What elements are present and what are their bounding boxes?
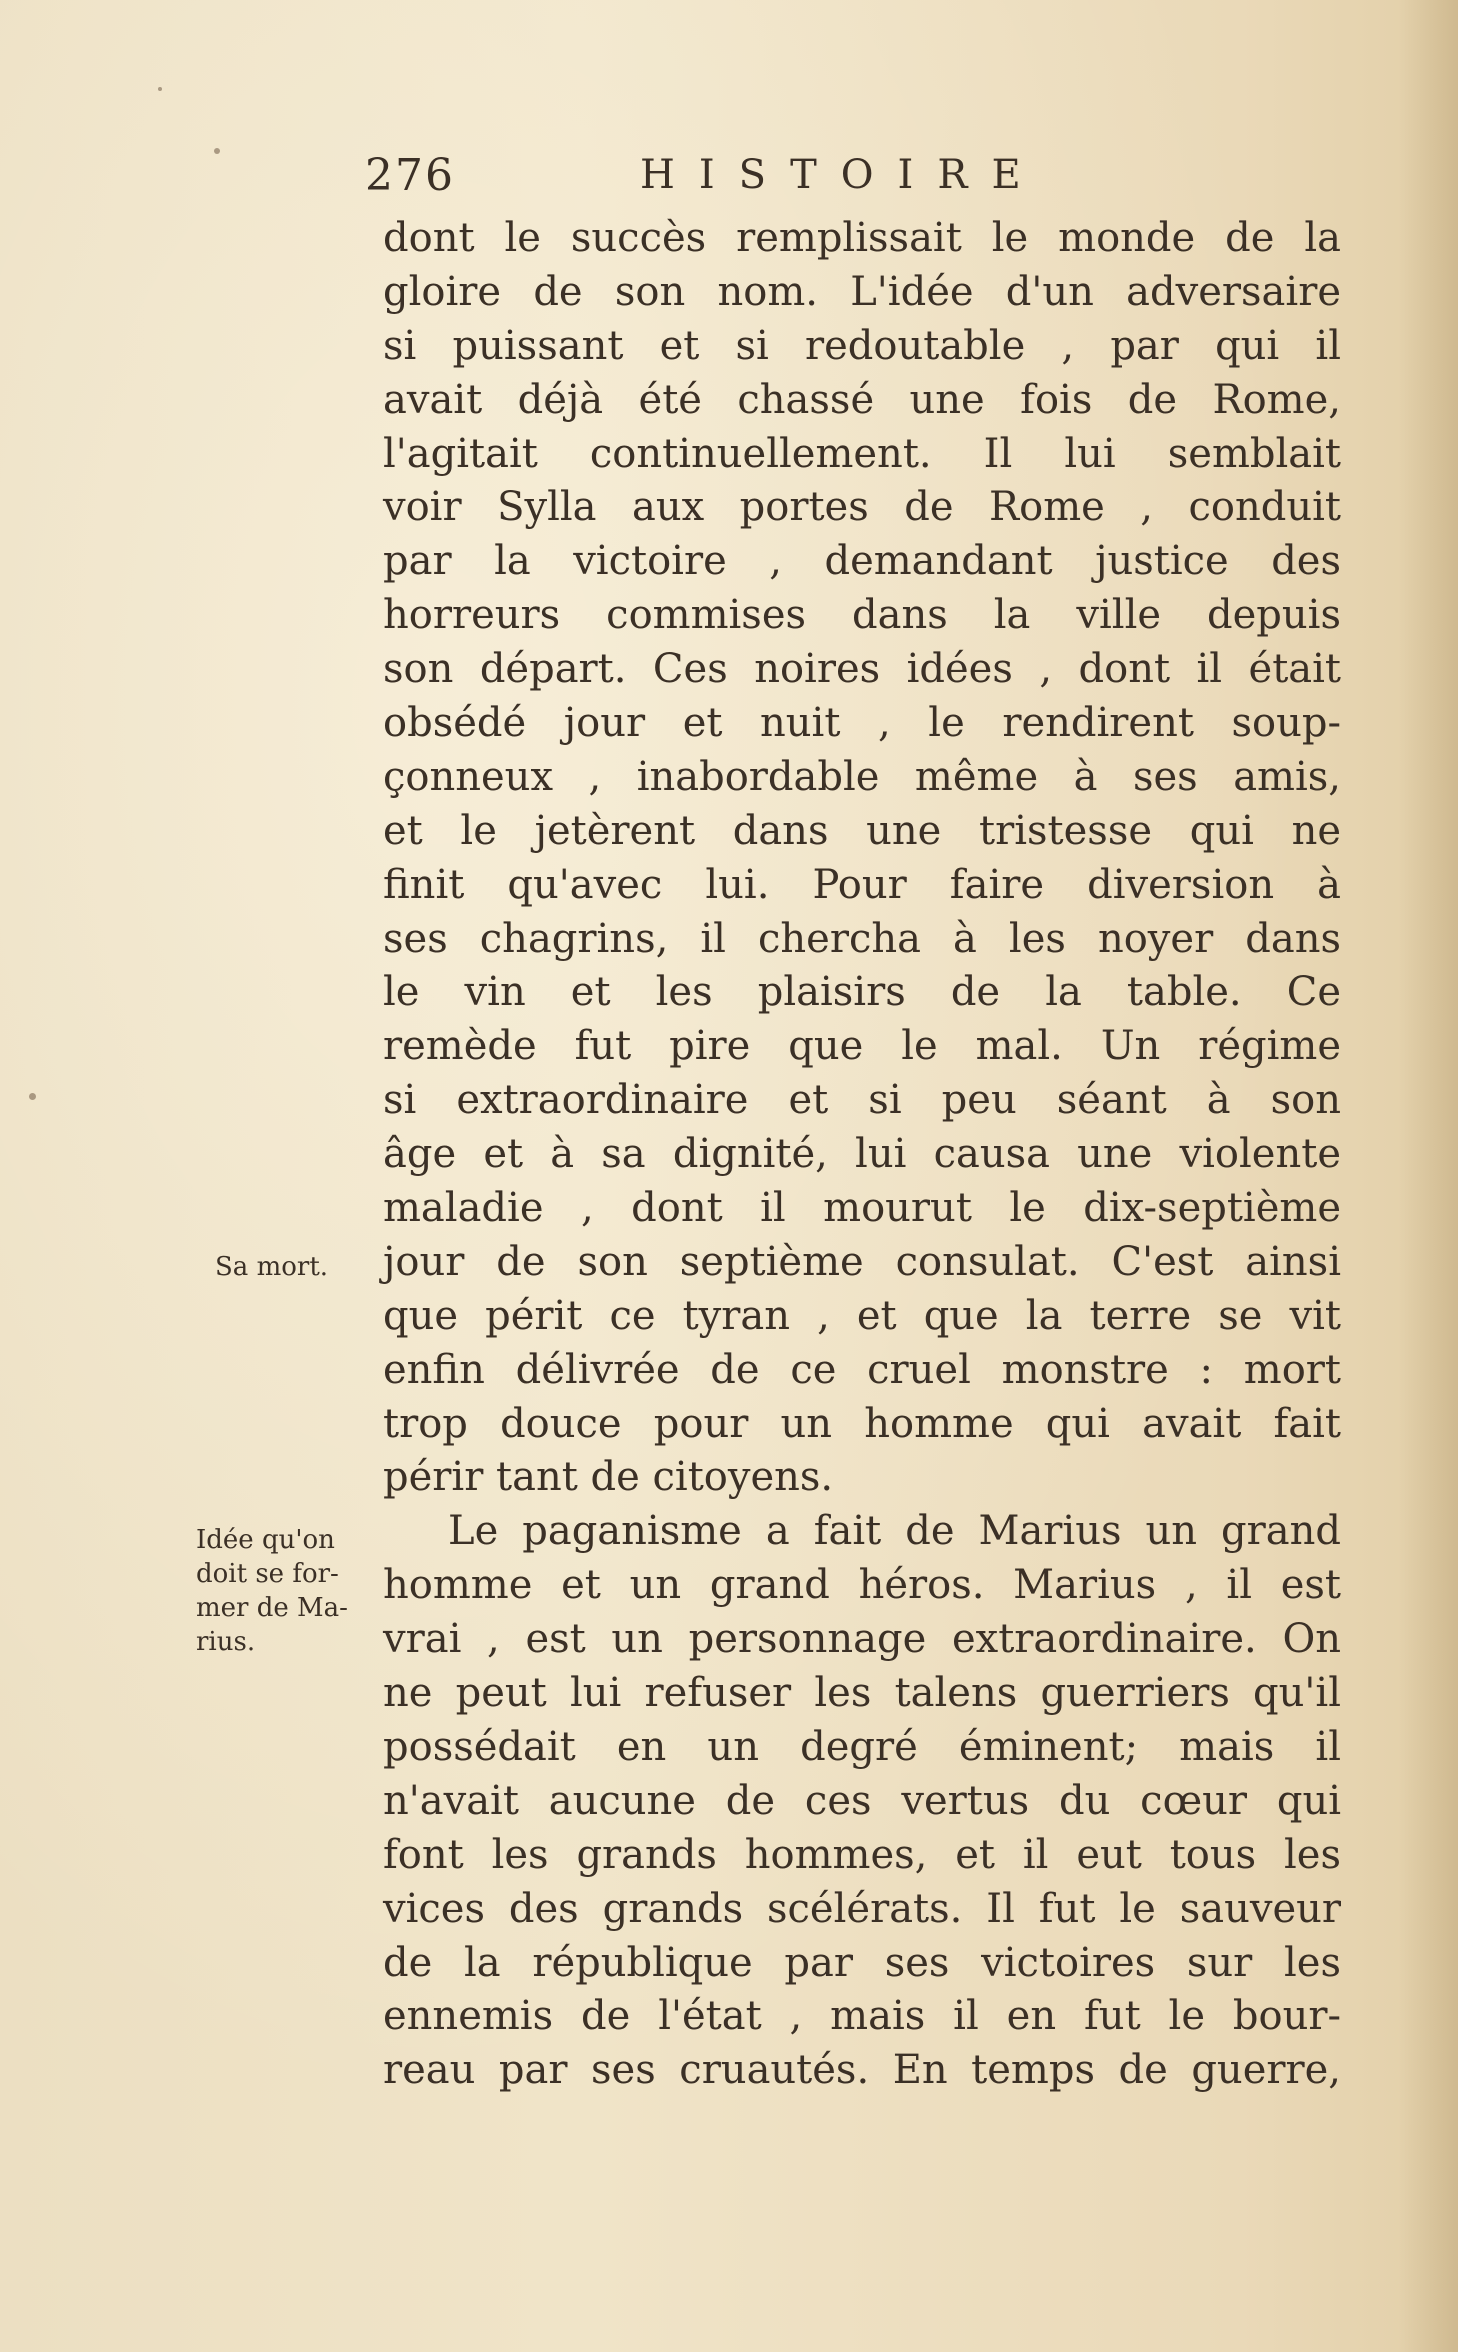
text-line: jour de son septième consulat. C'est ainsi — [383, 1238, 1341, 1285]
text-line: avait déjà été chassé une fois de Rome, — [383, 376, 1341, 423]
text-line: gloire de son nom. L'idée d'un adversaire — [383, 268, 1341, 315]
margin-note-idea — [196, 1523, 386, 1659]
ink-speck — [158, 87, 162, 91]
text-line: finit qu'avec lui. Pour faire diversion à — [383, 861, 1341, 908]
text-line: que périt ce tyran , et que la terre se vit — [383, 1292, 1341, 1339]
page-header — [365, 150, 1085, 210]
text-line: son départ. Ces noires idées , dont il était — [383, 646, 1341, 693]
margin-note-line: doit se for- — [196, 1559, 339, 1589]
body-text — [383, 212, 1341, 2098]
text-line: l'agitait continuellement. Il lui semblait — [383, 430, 1341, 477]
text-line: dont le succès remplissait le monde de la — [383, 215, 1341, 261]
page-number: 276 — [365, 150, 455, 201]
text-line: Le paganisme a fait de Marius un grand — [448, 1508, 1341, 1555]
text-line: de la république par ses victoires sur les — [383, 1939, 1341, 1986]
text-line: possédait en un degré éminent; mais il — [383, 1723, 1341, 1770]
text-line: ne peut lui refuser les talens guerriers qu'il — [383, 1670, 1341, 1717]
text-line: ennemis de l'état , mais il en fut le bour- — [383, 1993, 1341, 2040]
running-title: HISTOIRE — [640, 152, 1045, 198]
ink-speck — [214, 148, 220, 154]
margin-note-line: rius. — [196, 1627, 256, 1657]
text-line: trop douce pour un homme qui avait fait — [383, 1400, 1341, 1447]
text-line: vices des grands scélérats. Il fut le sauveur — [383, 1885, 1341, 1932]
text-line: si puissant et si redoutable , par qui il — [383, 322, 1341, 369]
text-line: enfin délivrée de ce cruel monstre : mort — [383, 1346, 1341, 1393]
margin-note-line: Idée qu'on — [196, 1525, 335, 1555]
text-line: font les grands hommes, et il eut tous les — [383, 1831, 1341, 1878]
text-line: horreurs commises dans la ville depuis — [383, 592, 1341, 639]
text-line: le vin et les plaisirs de la table. Ce — [383, 969, 1341, 1016]
text-line: et le jetèrent dans une tristesse qui ne — [383, 807, 1341, 854]
text-line: si extraordinaire et si peu séant à son — [383, 1077, 1341, 1124]
text-line: âge et à sa dignité, lui causa une violente — [383, 1131, 1341, 1178]
text-line: obsédé jour et nuit , le rendirent soup- — [383, 700, 1341, 747]
text-line: reau par ses cruautés. En temps de guerre, — [383, 2047, 1341, 2094]
text-line: périr tant de citoyens. — [383, 1454, 834, 1501]
text-line: çonneux , inabordable même à ses amis, — [383, 753, 1341, 800]
text-line: maladie , dont il mourut le dix-septième — [383, 1185, 1341, 1232]
text-line: ses chagrins, il chercha à les noyer dans — [383, 915, 1341, 962]
text-line: n'avait aucune de ces vertus du cœur qui — [383, 1777, 1341, 1824]
text-line: remède fut pire que le mal. Un régime — [383, 1023, 1341, 1070]
page-edge-shadow — [1398, 0, 1458, 2352]
margin-note-line: mer de Ma- — [196, 1593, 348, 1623]
margin-note-death: Sa mort. — [215, 1252, 329, 1282]
text-line: vrai , est un personnage extraordinaire. On — [383, 1616, 1341, 1663]
text-line: homme et un grand héros. Marius , il est — [383, 1562, 1341, 1609]
text-line: voir Sylla aux portes de Rome , conduit — [383, 484, 1341, 531]
ink-speck — [29, 1093, 36, 1100]
text-line: par la victoire , demandant justice des — [383, 538, 1341, 585]
